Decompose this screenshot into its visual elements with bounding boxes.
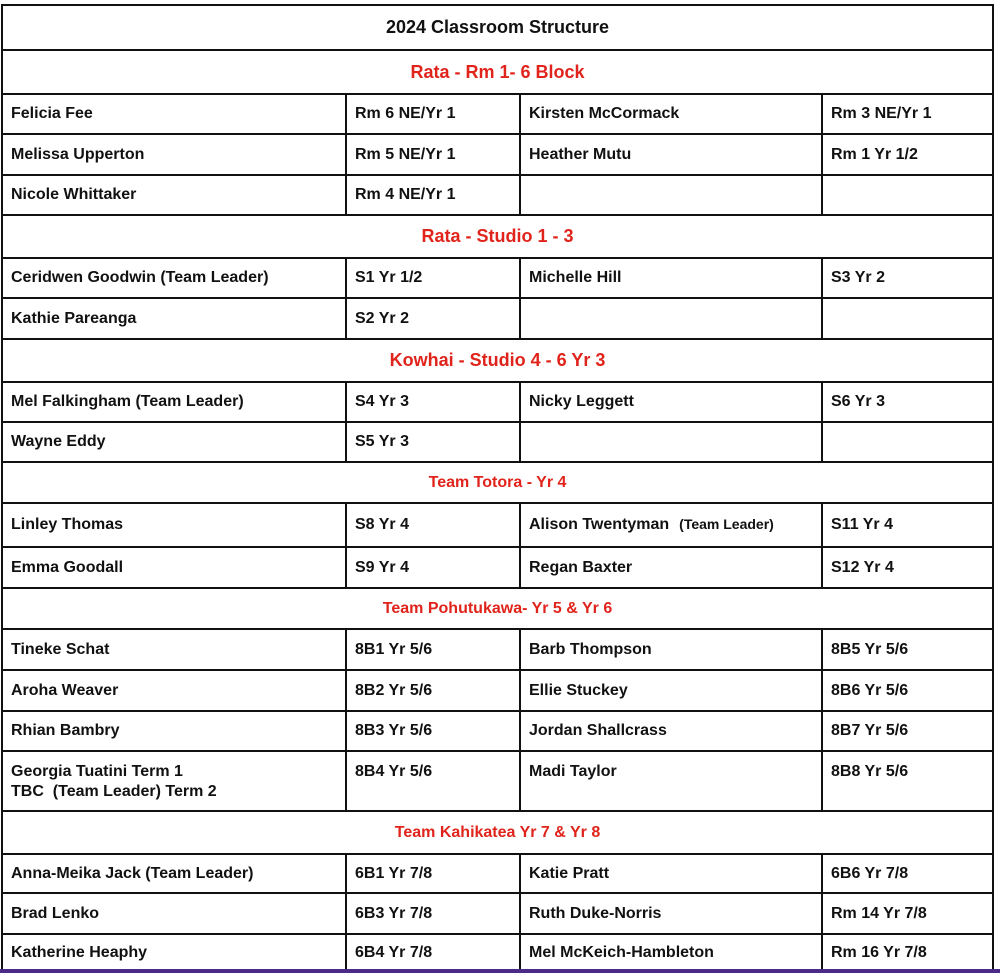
room-class: Rm 1 Yr 1/2: [831, 145, 918, 163]
table-row: [2, 298, 993, 339]
teacher-name-cell: [2, 94, 346, 134]
room-class-cell: [822, 854, 993, 893]
teacher-name: Melissa Upperton: [11, 145, 145, 163]
room-class: S1 Yr 1/2: [355, 269, 423, 286]
room-class: S2 Yr 2: [355, 309, 409, 327]
table-row: [2, 711, 993, 751]
teacher-name: Heather Mutu: [529, 145, 632, 163]
section-header-row: [2, 811, 993, 854]
section-header-row: [2, 462, 993, 503]
teacher-name: Mel Falkingham (Team Leader): [11, 393, 244, 410]
room-class: 6B1 Yr 7/8: [355, 864, 433, 882]
room-class-cell: [822, 258, 993, 298]
room-class: 8B2 Yr 5/6: [355, 681, 433, 699]
teacher-name: Emma Goodall: [11, 558, 124, 576]
teacher-name-cell: [520, 893, 822, 934]
teacher-name-cell: [520, 547, 822, 588]
teacher-name: Katie Pratt: [529, 864, 610, 882]
teacher-name: Kirsten McCormack: [529, 105, 680, 122]
room-class-cell: [822, 382, 993, 422]
teacher-name-cell: [520, 503, 822, 547]
teacher-name: Rhian Bambry: [11, 722, 120, 739]
teacher-name-cell: [520, 298, 822, 339]
room-class: Rm 16 Yr 7/8: [831, 944, 927, 961]
room-class-cell: [822, 175, 993, 215]
table-row: [2, 934, 993, 972]
table-row: [2, 503, 993, 547]
teacher-name-cell: [2, 298, 346, 339]
teacher-name: Felicia Fee: [11, 105, 93, 122]
room-class: S12 Yr 4: [831, 558, 894, 576]
room-class-cell: [822, 934, 993, 972]
room-class: 8B4 Yr 5/6: [355, 763, 433, 780]
section-heading: Team Kahikatea Yr 7 & Yr 8: [2, 811, 993, 854]
team-leader-note: (Team Leader): [679, 516, 774, 532]
teacher-name: Aroha Weaver: [11, 681, 119, 699]
room-class-cell: [346, 893, 520, 934]
teacher-name: Alison Twentyman: [529, 516, 670, 533]
table-row: [2, 175, 993, 215]
room-class-cell: [346, 547, 520, 588]
table-row: [2, 94, 993, 134]
room-class-cell: [822, 503, 993, 547]
teacher-name-cell: [2, 751, 346, 811]
section-header-row: [2, 215, 993, 258]
teacher-name-cell: [520, 670, 822, 711]
table-row: [2, 422, 993, 462]
teacher-name-cell: [520, 711, 822, 751]
room-class-cell: [346, 854, 520, 893]
room-class-cell: [346, 934, 520, 972]
teacher-name-cell: [2, 854, 346, 893]
teacher-name: Anna-Meika Jack (Team Leader): [11, 864, 254, 882]
term-2-note: TBC (Team Leader) Term 2: [11, 783, 217, 800]
room-class-cell: [346, 629, 520, 670]
room-class-cell: [346, 503, 520, 547]
room-class: Rm 4 NE/Yr 1: [355, 186, 456, 203]
room-class: 8B8 Yr 5/6: [831, 763, 909, 780]
table-row: [2, 670, 993, 711]
teacher-name-cell: [2, 258, 346, 298]
table-row: [2, 547, 993, 588]
teacher-name: Mel McKeich-Hambleton: [529, 944, 714, 961]
room-class: 8B7 Yr 5/6: [831, 722, 909, 739]
room-class: Rm 6 NE/Yr 1: [355, 105, 456, 122]
room-class-cell: [822, 629, 993, 670]
room-class: S11 Yr 4: [831, 516, 893, 533]
teacher-name-cell: [2, 503, 346, 547]
teacher-name: Nicky Leggett: [529, 393, 634, 410]
room-class-cell: [822, 711, 993, 751]
teacher-name-cell: [520, 94, 822, 134]
teacher-name: Katherine Heaphy: [11, 944, 148, 961]
room-class-cell: [822, 670, 993, 711]
section-heading: Team Totora - Yr 4: [2, 462, 993, 503]
teacher-name-cell: [520, 134, 822, 175]
room-class: S8 Yr 4: [355, 516, 409, 533]
teacher-name: Kathie Pareanga: [11, 309, 137, 327]
teacher-name-cell: [2, 629, 346, 670]
room-class-cell: [822, 751, 993, 811]
teacher-name-cell: [2, 382, 346, 422]
room-class-cell: [822, 298, 993, 339]
teacher-name: Tineke Schat: [11, 640, 110, 658]
teacher-name-cell: [520, 751, 822, 811]
teacher-name-cell: [2, 670, 346, 711]
teacher-name: Brad Lenko: [11, 904, 100, 922]
teacher-name: Regan Baxter: [529, 558, 633, 576]
table-row: [2, 629, 993, 670]
teacher-name: Nicole Whittaker: [11, 186, 137, 203]
room-class: Rm 14 Yr 7/8: [831, 904, 927, 922]
room-class: 6B4 Yr 7/8: [355, 944, 433, 961]
teacher-name-cell: [520, 382, 822, 422]
room-class-cell: [346, 94, 520, 134]
teacher-name-cell: [520, 934, 822, 972]
room-class-cell: [346, 422, 520, 462]
section-heading: Rata - Rm 1- 6 Block: [2, 50, 993, 94]
classroom-structure-table: [1, 4, 994, 973]
room-class: S5 Yr 3: [355, 433, 409, 450]
teacher-name-cell: [520, 258, 822, 298]
teacher-name-cell: [2, 547, 346, 588]
teacher-name-cell: [2, 934, 346, 972]
section-header-row: [2, 339, 993, 382]
teacher-name: Ellie Stuckey: [529, 681, 628, 699]
room-class-cell: [346, 670, 520, 711]
teacher-name-cell: [520, 854, 822, 893]
table-title: 2024 Classroom Structure: [2, 5, 993, 50]
room-class: 8B5 Yr 5/6: [831, 640, 909, 658]
window-bottom-bar: [0, 969, 1000, 973]
teacher-name: Georgia Tuatini Term 1: [11, 763, 183, 780]
room-class-cell: [346, 711, 520, 751]
section-heading: Team Pohutukawa- Yr 5 & Yr 6: [2, 588, 993, 629]
teacher-name-cell: [2, 711, 346, 751]
teacher-name-cell: [2, 134, 346, 175]
teacher-name: Barb Thompson: [529, 640, 652, 658]
table-row: [2, 134, 993, 175]
room-class: 8B3 Yr 5/6: [355, 722, 433, 739]
teacher-name: Wayne Eddy: [11, 433, 106, 450]
teacher-name-cell: [2, 175, 346, 215]
room-class-cell: [346, 258, 520, 298]
teacher-name-cell: [2, 893, 346, 934]
room-class: S6 Yr 3: [831, 393, 885, 410]
room-class: S9 Yr 4: [355, 558, 409, 576]
section-heading: Kowhai - Studio 4 - 6 Yr 3: [2, 339, 993, 382]
room-class: 8B1 Yr 5/6: [355, 640, 433, 658]
table-row: [2, 382, 993, 422]
room-class-cell: [346, 175, 520, 215]
room-class: 6B6 Yr 7/8: [831, 864, 909, 882]
teacher-name: Michelle Hill: [529, 269, 622, 286]
teacher-name: Ceridwen Goodwin (Team Leader): [11, 269, 269, 286]
table-row: [2, 258, 993, 298]
section-header-row: [2, 50, 993, 94]
room-class-cell: [346, 134, 520, 175]
table-row: [2, 751, 993, 811]
room-class-cell: [346, 382, 520, 422]
teacher-name-cell: [520, 629, 822, 670]
teacher-name: Linley Thomas: [11, 516, 124, 533]
room-class: S4 Yr 3: [355, 393, 409, 410]
room-class-cell: [822, 893, 993, 934]
room-class: 8B6 Yr 5/6: [831, 681, 909, 699]
room-class: 6B3 Yr 7/8: [355, 904, 433, 922]
room-class-cell: [346, 751, 520, 811]
room-class-cell: [822, 547, 993, 588]
room-class-cell: [822, 94, 993, 134]
room-class-cell: [346, 298, 520, 339]
section-heading: Rata - Studio 1 - 3: [2, 215, 993, 258]
room-class: S3 Yr 2: [831, 269, 885, 286]
teacher-name: Jordan Shallcrass: [529, 722, 667, 739]
room-class: Rm 3 NE/Yr 1: [831, 105, 932, 122]
room-class-cell: [822, 422, 993, 462]
teacher-name-cell: [2, 422, 346, 462]
teacher-name: Madi Taylor: [529, 763, 617, 780]
room-class: Rm 5 NE/Yr 1: [355, 145, 456, 163]
teacher-name-cell: [520, 175, 822, 215]
table-row: [2, 893, 993, 934]
teacher-name-cell: [520, 422, 822, 462]
table-row: [2, 854, 993, 893]
section-header-row: [2, 588, 993, 629]
teacher-name: Ruth Duke-Norris: [529, 904, 662, 922]
room-class-cell: [822, 134, 993, 175]
